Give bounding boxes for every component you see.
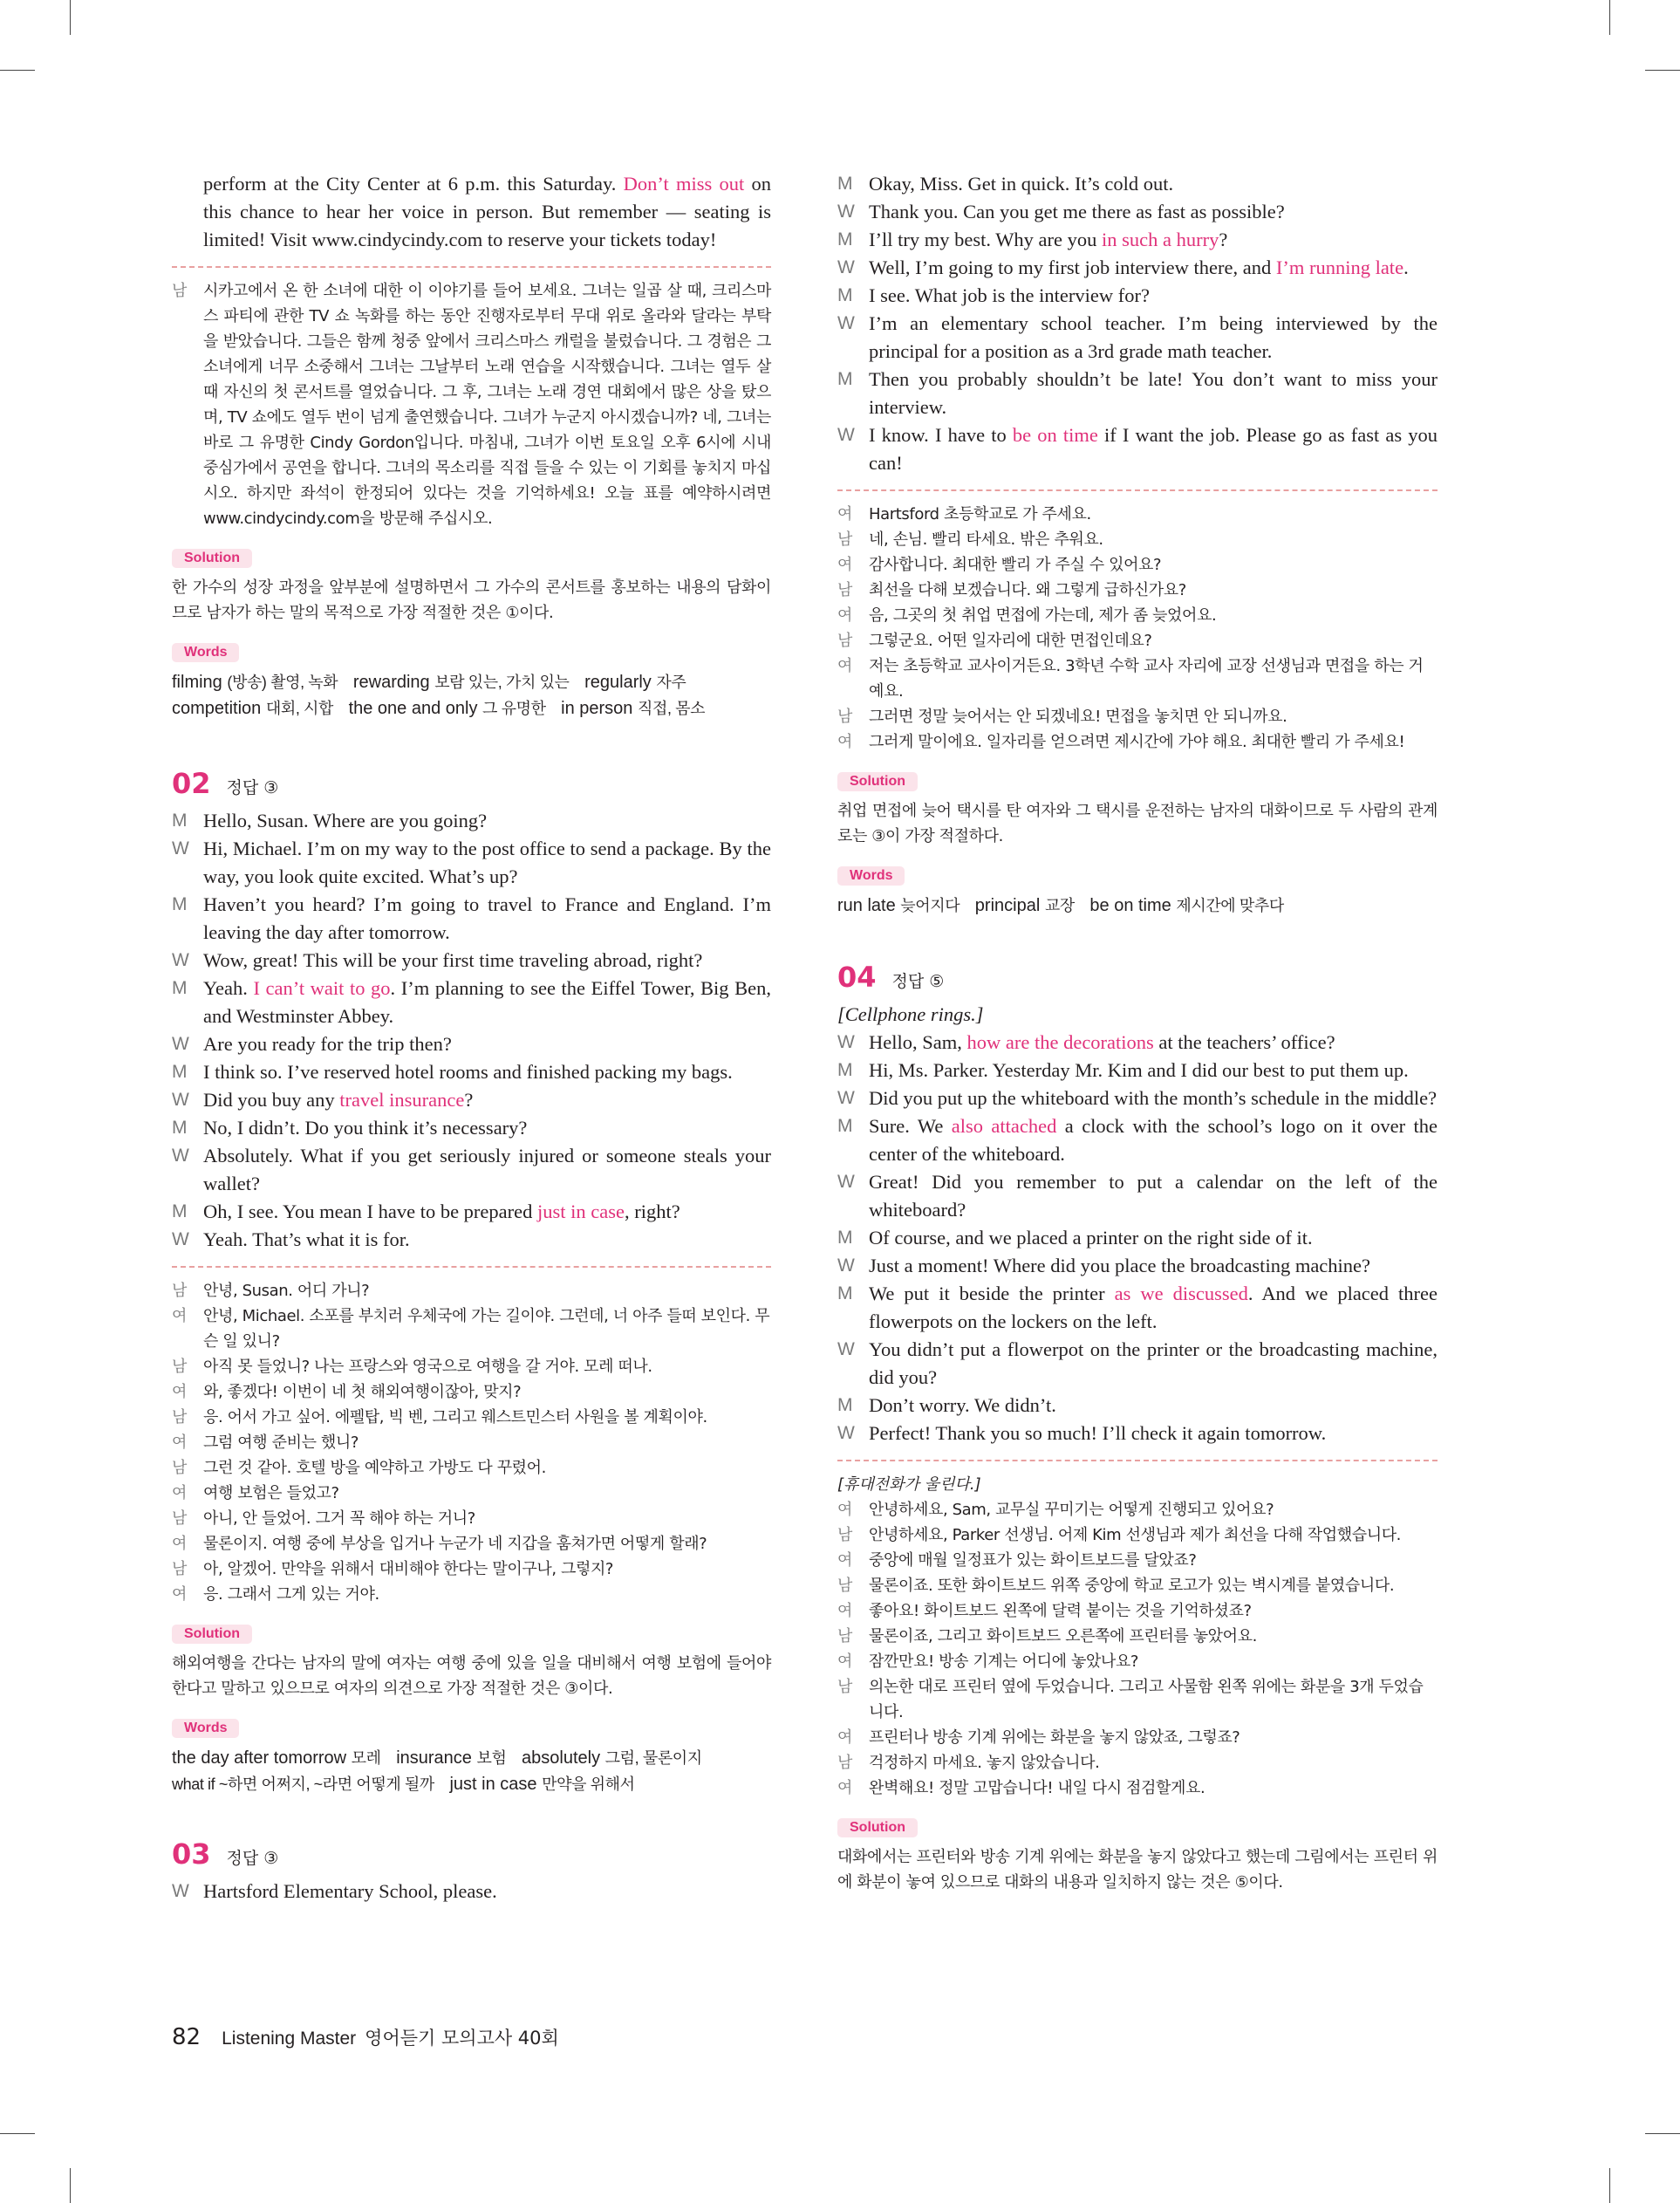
word-item: run late 늦어지다 — [837, 896, 960, 915]
word-item: absolutely 그럼, 물론이지 — [522, 1748, 702, 1768]
words-badge: Words — [837, 866, 905, 886]
translation-line: 남 응. 어서 가고 싶어. 에펠탑, 빅 벤, 그리고 웨스트민스터 사원을 볼 계획이야. — [172, 1408, 707, 1426]
q4-dialog — [837, 1029, 1438, 1447]
question-header — [837, 961, 1438, 994]
translation-line: 남 안녕하세요, Parker 선생님. 어제 Kim 선생님과 제가 최선을 다해 작업했습니다. — [837, 1526, 1402, 1544]
solution-badge: Solution — [172, 1625, 252, 1644]
q1-translation: 남 시카고에서 온 한 소녀에 대한 이 이야기를 들어 보세요. 그녀는 일곱 살 때, 크리스마스 파티에 관한 TV 쇼 녹화를 하는 동안 진행자로부터 무대 위로 올라와 달라는 부탁을 받았습니다. 그들은 함께 청중 앞에서 크리스마스 캐럴을 불렀습니다. 그 경험은 그 소녀에게 너무 소중해서 그녀는 그날부터 노래 연습을 시작했습니다. 그녀는 열두 살 때 자신의 첫 콘서트를 열었습니다. 그 후, 그녀는 노래 경연 대회에서 많은 상을 탔으며, TV 쇼에도 열두 번이 넘게 출연했습니다. 그녀가 누군지 아시겠습니까? 네, 그녀는 바로 그 유명한 Cindy Gordon입니다. 마침내, 그녀가 이번 토요일 오후 6시에 시내 중심가에서 공연을 합니다. 그녀의 목소리를 직접 들을 수 있는 이 기회를 놓치지 마십시오. 하지만 좌석이 한정되어 있다는 것을 기억하세요! 오늘 표를 예약하시려면 www.cindycindy.com을 방문해 주십시오. — [172, 278, 771, 531]
translation-line: 남 안녕, Susan. 어디 가니? — [172, 1282, 370, 1300]
dialog-line: M I think so. I’ve reserved hotel rooms and finished packing my bags. — [172, 1061, 733, 1083]
translation-line: 여 감사합니다. 최대한 빨리 가 주실 수 있어요? — [837, 556, 1162, 574]
book-subtitle: 영어듣기 모의고사 40회 — [365, 2028, 559, 2049]
dialog-line: M Hello, Susan. Where are you going? — [172, 810, 488, 831]
q3-dialog-start — [172, 1878, 771, 1905]
stage-direction: [Cellphone rings.] — [837, 1003, 984, 1025]
translation-line: 여 그럼 여행 준비는 했니? — [172, 1433, 359, 1452]
answer-label: 정답 ③ — [226, 1849, 279, 1868]
word-item: just in case 만약을 위해서 — [449, 1775, 635, 1794]
crop-mark — [0, 70, 35, 71]
dialog-line: W You didn’t put a flowerpot on the printer or the broadcasting machine, did you? — [837, 1338, 1438, 1388]
word-item: what if ~하면 어쩌지, ~라면 어떻게 될까 — [172, 1775, 434, 1793]
translation-line: 남 그러면 정말 늦어서는 안 되겠네요! 면접을 놓치면 안 되니까요. — [837, 708, 1287, 726]
dialog-line: W Are you ready for the trip then? — [172, 1033, 452, 1055]
translation-line: 여 저는 초등학교 교사이거든요. 3학년 수학 교사 자리에 교장 선생님과 면접을 하는 거예요. — [837, 657, 1424, 701]
dialog-line: W Perfect! Thank you so much! I’ll check it again tomorrow. — [837, 1422, 1327, 1444]
stage-direction-kr: [휴대전화가 울린다.] — [837, 1475, 981, 1494]
left-column — [172, 170, 771, 1905]
solution-text: 한 가수의 성장 과정을 앞부분에 설명하면서 그 가수의 콘서트를 홍보하는 내용의 담화이므로 남자가 하는 말의 목적으로 가장 적절한 것은 ①이다. — [172, 578, 771, 622]
question-number: 03 — [172, 1837, 211, 1871]
q3-dialog — [837, 170, 1438, 477]
question-header — [172, 767, 771, 800]
answer-label: 정답 ③ — [226, 778, 279, 797]
word-item: regularly 자주 — [584, 673, 686, 692]
translation-line: 여 안녕, Michael. 소포를 부치러 우체국에 가는 길이야. 그런데, 너 아주 들떠 보인다. 무슨 일 있니? — [172, 1307, 770, 1351]
question-number: 04 — [837, 961, 877, 994]
word-item: the one and only 그 유명한 — [348, 699, 546, 718]
dialog-line: M We put it beside the printer as we discussed. And we placed three flowerpots on the lockers on the left. — [837, 1283, 1438, 1332]
solution-text: 대화에서는 프린터와 방송 기계 위에는 화분을 놓지 않았다고 했는데 그림에서는 프린터 위에 화분이 놓여 있으므로 대화의 내용과 일치하지 않는 것은 ⑤이다. — [837, 1848, 1438, 1892]
dialog-line: W Just a moment! Where did you place the broadcasting machine? — [837, 1255, 1371, 1276]
dialog-line: M No, I didn’t. Do you think it’s necessary? — [172, 1117, 528, 1139]
question-header — [172, 1837, 771, 1871]
word-item: the day after tomorrow 모레 — [172, 1748, 381, 1768]
answer-label: 정답 ⑤ — [891, 972, 945, 991]
dialog-line: W Yeah. That’s what it is for. — [172, 1228, 410, 1250]
word-item: principal 교장 — [974, 896, 1075, 915]
solution-badge: Solution — [837, 1818, 918, 1837]
page-number: 82 — [172, 2024, 201, 2050]
translation-line: 여 와, 좋겠다! 이번이 네 첫 해외여행이잖아, 맞지? — [172, 1383, 522, 1401]
words-list — [172, 1745, 771, 1797]
crop-mark — [1645, 70, 1680, 71]
translation-line: 여 음, 그곳의 첫 취업 면접에 가는데, 제가 좀 늦었어요. — [837, 606, 1217, 625]
crop-mark — [1609, 2168, 1610, 2203]
page-footer — [172, 2024, 559, 2050]
word-item: filming (방송) 촬영, 녹화 — [172, 673, 338, 692]
dialog-line: W Great! Did you remember to put a calendar on the left of the whiteboard? — [837, 1171, 1438, 1221]
divider — [172, 1266, 771, 1268]
translation-line: 남 네, 손님. 빨리 타세요. 밖은 추워요. — [837, 530, 1103, 549]
dialog-line: M Sure. We also attached a clock with the school’s logo on it over the center of the whiteboard. — [837, 1115, 1438, 1165]
dialog-line: M I see. What job is the interview for? — [837, 284, 1150, 306]
translation-line: 여 프린터나 방송 기계 위에는 화분을 놓지 않았죠, 그렇죠? — [837, 1728, 1240, 1747]
divider — [837, 489, 1438, 491]
divider — [837, 1460, 1438, 1461]
dialog-line: W Did you put up the whiteboard with the month’s schedule in the middle? — [837, 1087, 1438, 1109]
translation-line: 여 응. 그래서 그게 있는 거야. — [172, 1585, 379, 1604]
dialog-line: W Thank you. Can you get me there as fast as possible? — [837, 201, 1285, 222]
translation-line: 남 최선을 다해 보겠습니다. 왜 그렇게 급하신가요? — [837, 581, 1186, 599]
solution-text: 해외여행을 간다는 남자의 말에 여자는 여행 중에 있을 일을 대비해서 여행 보험에 들어야 한다고 말하고 있으므로 여자의 의견으로 가장 적절한 것은 ③이다. — [172, 1654, 771, 1698]
crop-mark — [0, 2133, 35, 2134]
word-item: be on time 제시간에 맞추다 — [1089, 896, 1284, 915]
dialog-line: M Of course, and we placed a printer on the right side of it. — [837, 1227, 1313, 1249]
dialog-line: W I’m an elementary school teacher. I’m being interviewed by the principal for a position as a 3rd grade math teacher. — [837, 312, 1438, 362]
dialog-line: W Wow, great! This will be your first time traveling abroad, right? — [172, 949, 703, 971]
translation-line: 여 안녕하세요, Sam, 교무실 꾸미기는 어떻게 진행되고 있어요? — [837, 1501, 1274, 1519]
translation-line: 남 걱정하지 마세요. 놓지 않았습니다. — [837, 1754, 1100, 1772]
solution-badge: Solution — [837, 772, 918, 791]
crop-mark — [70, 2168, 71, 2203]
q4-translation — [837, 1497, 1438, 1801]
dialog-line: W Hartsford Elementary School, please. — [172, 1880, 497, 1902]
dialog-line: W Did you buy any travel insurance? — [172, 1089, 474, 1111]
words-badge: Words — [172, 1719, 239, 1738]
translation-line: 남 아니, 안 들었어. 그거 꼭 해야 하는 거니? — [172, 1509, 475, 1528]
translation-line: 남 의논한 대로 프린터 옆에 두었습니다. 그리고 사물함 왼쪽 위에는 화분을 3개 두었습니다. — [837, 1678, 1424, 1721]
dialog-line: M Haven’t you heard? I’m going to travel to France and England. I’m leaving the day after tomorrow. — [172, 893, 771, 943]
word-item: rewarding 보람 있는, 가치 있는 — [352, 673, 570, 692]
crop-mark — [1609, 0, 1610, 35]
dialog-line: M Oh, I see. You mean I have to be prepared just in case, right? — [172, 1201, 680, 1222]
dialog-line: W Hello, Sam, how are the decorations at the teachers’ office? — [837, 1031, 1335, 1053]
translation-line: 여 중앙에 매월 일정표가 있는 화이트보드를 달았죠? — [837, 1551, 1197, 1570]
dialog-line: M I’ll try my best. Why are you in such a hurry? — [837, 229, 1228, 250]
translation-line: 남 그런 것 같아. 호텔 방을 예약하고 가방도 다 꾸렸어. — [172, 1459, 546, 1477]
dialog-line: M Hi, Ms. Parker. Yesterday Mr. Kim and I did our best to put them up. — [837, 1059, 1409, 1081]
dialog-line: W I know. I have to be on time if I want the job. Please go as fast as you can! — [837, 424, 1438, 474]
translation-line: 남 물론이죠. 또한 화이트보드 위쪽 중앙에 학교 로고가 있는 벽시계를 붙였습니다. — [837, 1577, 1395, 1595]
key-phrase: Don’t miss out — [623, 173, 745, 195]
word-item: competition 대회, 시합 — [172, 699, 333, 718]
right-column — [837, 170, 1438, 1895]
dialog-line: W Hi, Michael. I’m on my way to the post office to send a package. By the way, you look quite excited. What’s up? — [172, 838, 771, 887]
divider — [172, 266, 771, 268]
q1-script-end: perform at the City Center at 6 p.m. this Saturday. Don’t miss out on this chance to hear her voice in person. But remember — seating is limited! Visit www.cindycindy.com to reserve your tickets today! — [203, 173, 772, 250]
dialog-line: M Then you probably shouldn’t be late! You don’t want to miss your interview. — [837, 368, 1438, 418]
translation-line: 남 물론이죠, 그리고 화이트보드 오른쪽에 프린터를 놓았어요. — [837, 1627, 1257, 1645]
solution-badge: Solution — [172, 549, 252, 568]
book-title: Listening Master — [222, 2029, 357, 2049]
translation-line: 여 여행 보험은 들었고? — [172, 1484, 339, 1502]
crop-mark — [70, 0, 71, 35]
question-number: 02 — [172, 767, 211, 800]
crop-mark — [1645, 2133, 1680, 2134]
solution-text: 취업 면접에 늦어 택시를 탄 여자와 그 택시를 운전하는 남자의 대화이므로 두 사람의 관계로는 ③이 가장 적절하다. — [837, 802, 1438, 845]
dialog-line: W Absolutely. What if you get seriously injured or someone steals your wallet? — [172, 1145, 771, 1194]
words-list — [172, 669, 771, 722]
q2-translation — [172, 1278, 771, 1607]
q2-dialog — [172, 807, 771, 1254]
dialog-line: M Don’t worry. We didn’t. — [837, 1394, 1056, 1416]
translation-line: 여 잠깐만요! 방송 기계는 어디에 놓았나요? — [837, 1652, 1139, 1671]
dialog-line: M Okay, Miss. Get in quick. It’s cold out. — [837, 173, 1174, 195]
q3-translation — [837, 502, 1438, 755]
dialog-line: W Well, I’m going to my first job interview there, and I’m running late. — [837, 257, 1409, 278]
translation-line: 여 완벽해요! 정말 고맙습니다! 내일 다시 점검할게요. — [837, 1779, 1205, 1797]
words-badge: Words — [172, 643, 239, 662]
word-item: in person 직접, 몸소 — [561, 699, 706, 718]
dialog-line: M Yeah. I can’t wait to go. I’m planning to see the Eiffel Tower, Big Ben, and Westminster Abbey. — [172, 977, 771, 1027]
translation-line: 여 좋아요! 화이트보드 왼쪽에 달력 붙이는 것을 기억하셨죠? — [837, 1602, 1252, 1620]
word-item: insurance 보험 — [396, 1748, 507, 1768]
translation-line: 남 아직 못 들었니? 나는 프랑스와 영국으로 여행을 갈 거야. 모레 떠나. — [172, 1358, 652, 1376]
speaker-label: 남 — [172, 282, 187, 300]
translation-line: 여 그러게 말이에요. 일자리를 얻으려면 제시간에 가야 해요. 최대한 빨리 가 주세요! — [837, 733, 1405, 751]
translation-line: 여 Hartsford 초등학교로 가 주세요. — [837, 505, 1091, 523]
translation-line: 여 물론이지. 여행 중에 부상을 입거나 누군가 네 지갑을 훔쳐가면 어떻게 할래? — [172, 1535, 707, 1553]
translation-line: 남 아, 알겠어. 만약을 위해서 대비해야 한다는 말이구나, 그렇지? — [172, 1560, 614, 1578]
translation-line: 남 그렇군요. 어떤 일자리에 대한 면접인데요? — [837, 632, 1152, 650]
words-list — [837, 893, 1438, 919]
